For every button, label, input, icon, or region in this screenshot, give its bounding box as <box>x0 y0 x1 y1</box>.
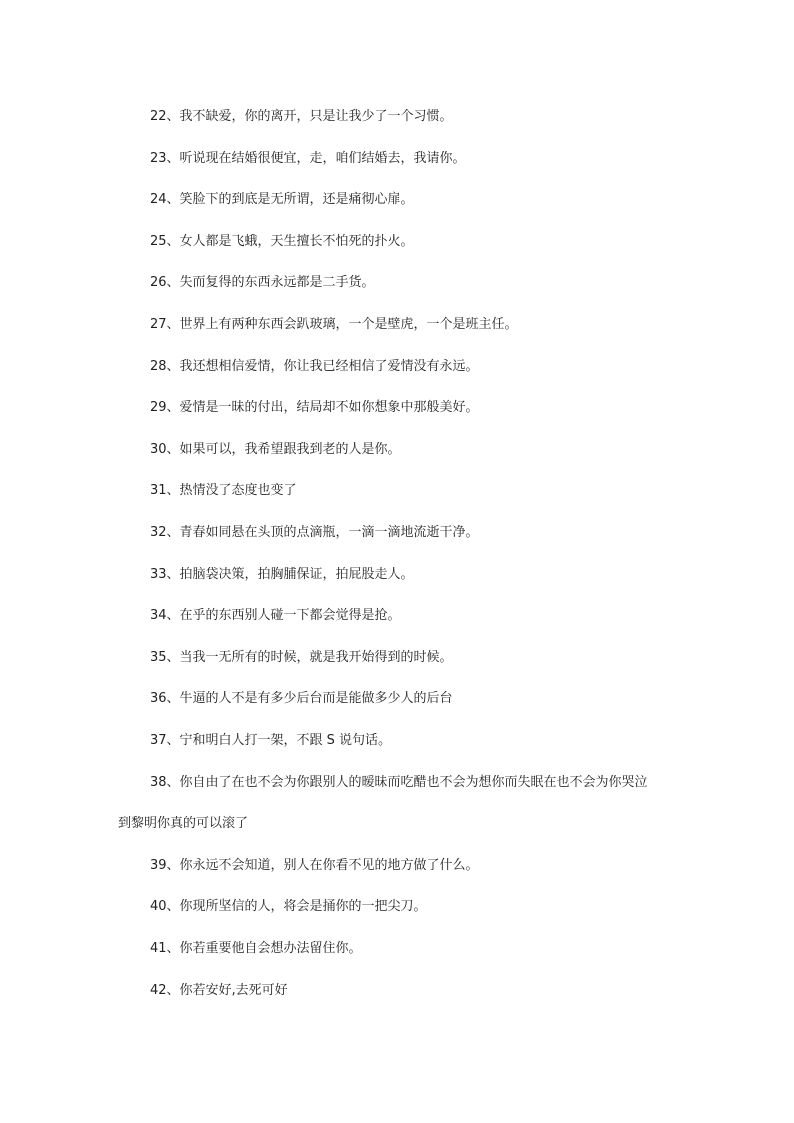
list-item: 27、世界上有两种东西会趴玻璃，一个是壁虎，一个是班主任。 <box>150 317 518 332</box>
list-item: 41、你若重要他自会想办法留住你。 <box>150 941 362 956</box>
list-item: 31、热情没了态度也变了 <box>150 483 297 498</box>
list-item: 40、你现所坚信的人，将会是捅你的一把尖刀。 <box>150 899 427 914</box>
list-item-continuation: 到黎明你真的可以滚了 <box>118 816 249 831</box>
list-item: 26、失而复得的东西永远都是二手货。 <box>150 275 375 290</box>
list-item: 35、当我一无所有的时候，就是我开始得到的时候。 <box>150 650 453 665</box>
list-item: 33、拍脑袋决策，拍胸脯保证，拍屁股走人。 <box>150 567 414 582</box>
list-item: 24、笑脸下的到底是无所谓，还是痛彻心扉。 <box>150 192 414 207</box>
list-item: 39、你永远不会知道，别人在你看不见的地方做了什么。 <box>150 858 479 873</box>
list-item: 23、听说现在结婚很便宜，走，咱们结婚去，我请你。 <box>150 151 466 166</box>
list-item: 36、牛逼的人不是有多少后台而是能做多少人的后台 <box>150 691 453 706</box>
list-item: 25、女人都是飞蛾，天生擅长不怕死的扑火。 <box>150 234 414 249</box>
list-item: 32、青春如同悬在头顶的点滴瓶，一滴一滴地流逝干净。 <box>150 525 479 540</box>
list-item: 42、你若安好,去死可好 <box>150 983 288 998</box>
list-item: 30、如果可以，我希望跟我到老的人是你。 <box>150 442 401 457</box>
list-item: 28、我还想相信爱情，你让我已经相信了爱情没有永远。 <box>150 359 479 374</box>
list-item: 38、你自由了在也不会为你跟别人的暧昧而吃醋也不会为想你而失眠在也不会为你哭泣 <box>150 775 648 790</box>
list-item: 37、宁和明白人打一架，不跟 S 说句话。 <box>150 733 392 748</box>
list-item: 29、爱情是一昧的付出，结局却不如你想象中那般美好。 <box>150 400 479 415</box>
list-item: 22、我不缺爱，你的离开，只是让我少了一个习惯。 <box>150 109 453 124</box>
list-item: 34、在乎的东西别人碰一下都会觉得是抢。 <box>150 608 401 623</box>
